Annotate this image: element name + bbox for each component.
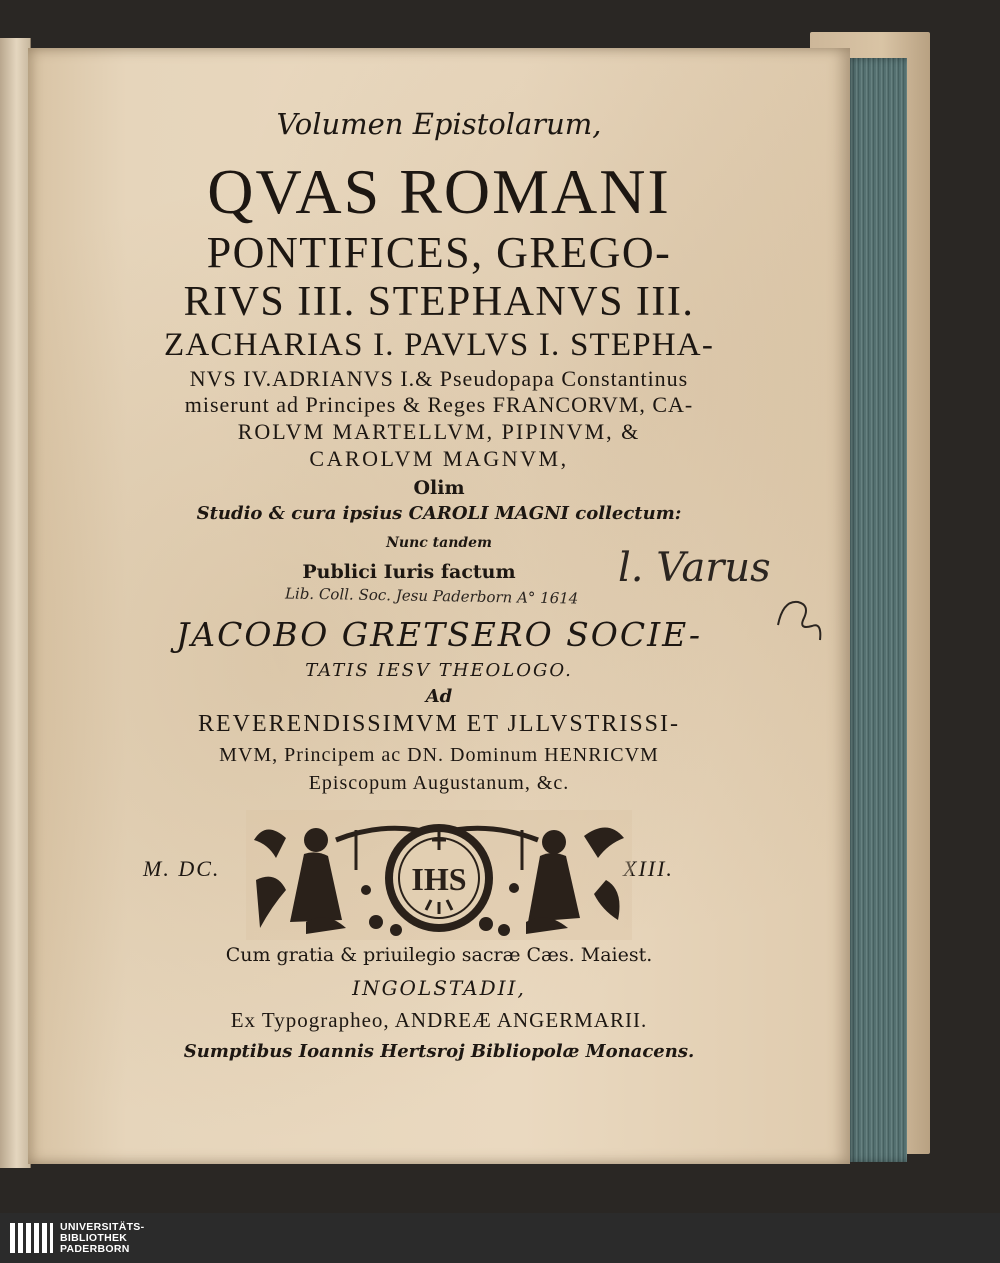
title-line-rivs: RIVS III. STEPHANVS III. [183, 279, 695, 325]
imprint-bookseller: Sumptibus Ioannis Hertsroj Bibliopolæ Monacens. [183, 1041, 695, 1062]
date-right: XIII. [623, 856, 674, 881]
date-left: M. DC. [143, 856, 221, 881]
title-line-studio: Studio & cura ipsius CAROLI MAGNI collectum: [196, 503, 682, 524]
printers-device-ornament [246, 810, 632, 940]
title-line-principem: MVM, Principem ac DN. Dominum HENRICVM [219, 744, 659, 766]
title-line-episcopum: Episcopum Augustanum, &c. [308, 772, 570, 794]
library-footer [0, 1213, 1000, 1263]
privilege-line: Cum gratia & priuilegio sacræ Cæs. Maiest. [225, 944, 653, 966]
handwritten-signature: l. Varus [618, 545, 771, 591]
left-page-edge [0, 38, 31, 1168]
title-line-olim: Olim [413, 477, 465, 499]
title-line-zacharias: ZACHARIAS I. PAVLVS I. STEPHA- [163, 327, 715, 363]
library-name-line1: UNIVERSITÄTS- [60, 1221, 145, 1233]
title-line-tatis: TATIS IESV THEOLOGO. [305, 660, 573, 681]
title-line-carolvm: CAROLVM MAGNVM, [309, 446, 569, 471]
ihs-monogram: IHS [411, 861, 467, 897]
title-line-rolvm: ROLVM MARTELLVM, PIPINVM, & [237, 419, 641, 444]
library-name-line3: PADERBORN [60, 1243, 130, 1255]
title-page [28, 48, 850, 1164]
university-library-logo-icon [10, 1221, 54, 1255]
imprint-place: INGOLSTADII, [352, 976, 526, 1000]
title-line-publici: Publici Iuris factum [302, 561, 516, 583]
title-line-nvs-adrianvs: NVS IV.ADRIANVS I.& Pseudopapa Constantinus [189, 366, 689, 391]
title-line-nunc-tandem: Nunc tandem [386, 535, 492, 551]
page-edges [845, 58, 907, 1162]
title-line-volumen: Volumen Epistolarum, [276, 107, 602, 141]
library-name-line2: BIBLIOTHEK [60, 1232, 128, 1244]
imprint-printer: Ex Typographeo, ANDREÆ ANGERMARII. [230, 1008, 648, 1032]
handwritten-flourish [768, 580, 828, 650]
title-line-quas-romani: QVAS ROMANI [207, 156, 671, 227]
ownership-note: Lib. Coll. Soc. Jesu Paderborn A° 1614 [284, 584, 579, 608]
title-line-pontifices: PONTIFICES, GREGO- [206, 228, 672, 277]
title-line-miserunt: miserunt ad Principes & Reges FRANCORVM, CA- [184, 392, 694, 417]
title-line-jacobo: JACOBO GRETSERO SOCIE- [176, 615, 702, 654]
library-name [60, 1222, 144, 1255]
title-line-ad: Ad [425, 686, 453, 707]
title-line-reverendissimvm: REVERENDISSIMVM ET JLLVSTRISSI- [197, 711, 681, 737]
